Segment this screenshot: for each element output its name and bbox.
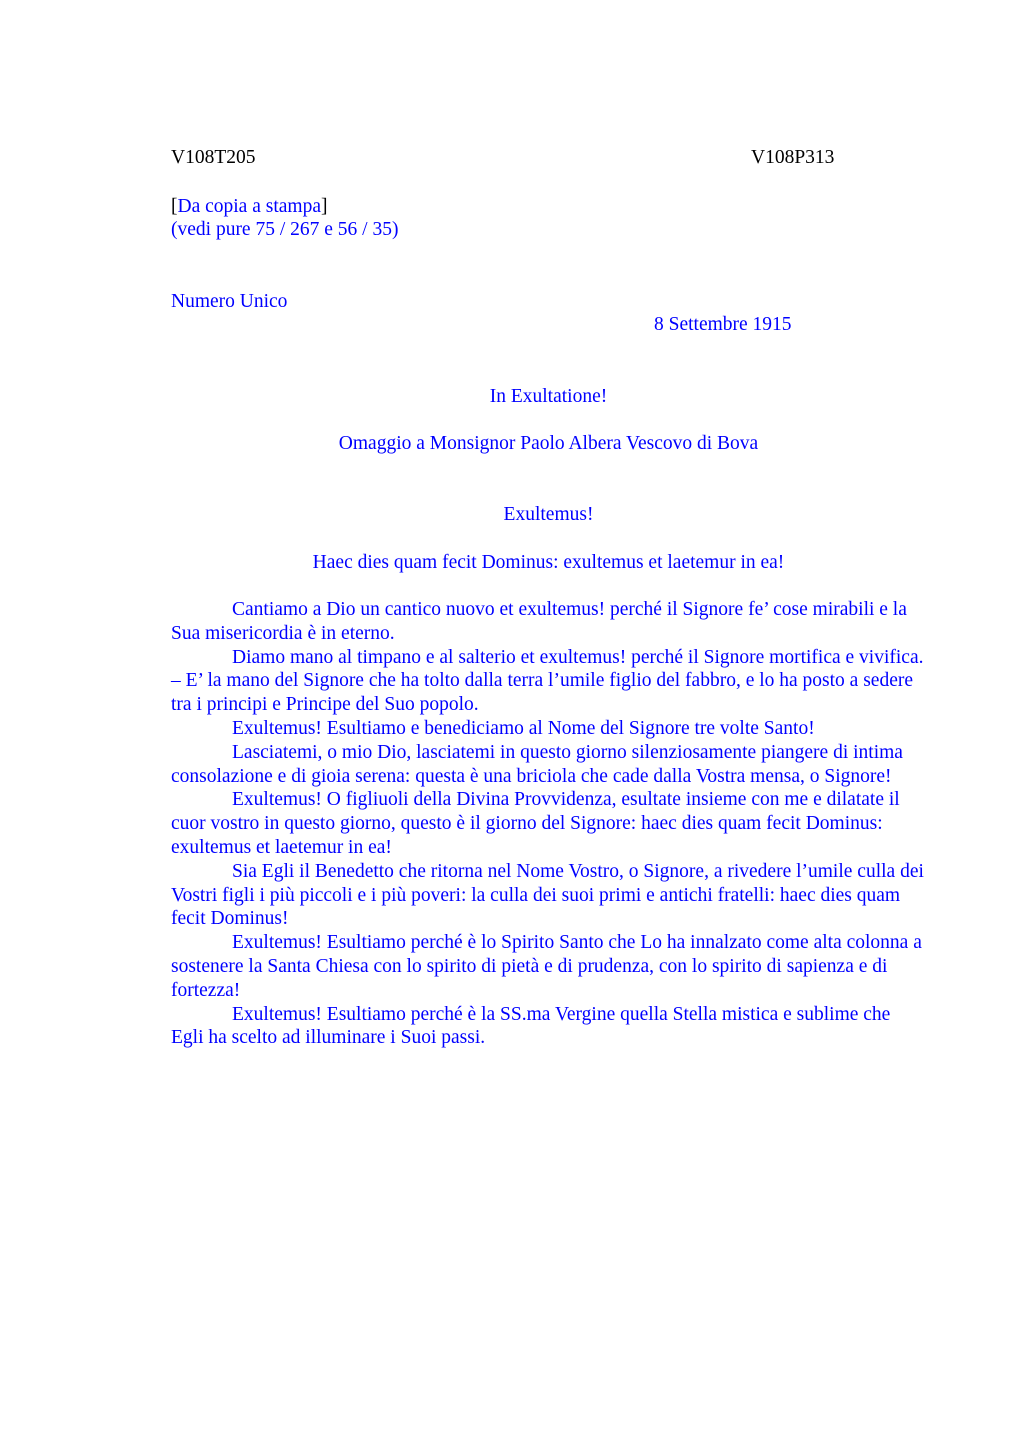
see-also-note: (vedi pure 75 / 267 e 56 / 35)	[171, 219, 399, 240]
psalm-verse: Haec dies quam fecit Dominus: exultemus et laetemur in ea!	[312, 552, 785, 573]
paragraph: Sia Egli il Benedetto che ritorna nel Nome Vostro, o Signore, a rivedere l’umile culla dei Vostri figli i più piccoli e i più poveri: la culla dei suoi primi e antichi fratelli: haec dies quam fecit Dominus!	[171, 860, 924, 930]
document-code-left: V108T205	[171, 147, 256, 168]
paragraph: Exultemus! O figliuoli della Divina Provvidenza, esultate insieme con me e dilatate il cuor vostro in questo giorno, questo è il giorno del Signore: haec dies quam fecit Dominus: exultemus et laetemur in ea!	[171, 789, 900, 858]
source-label: Da copia a stampa	[177, 196, 321, 217]
source-note	[171, 195, 327, 219]
dedication: Omaggio a Monsignor Paolo Albera Vescovo di Bova	[338, 433, 759, 454]
paragraph: Exultemus! Esultiamo e benediciamo al Nome del Signore tre volte Santo!	[232, 717, 815, 739]
document-title: In Exultatione!	[489, 386, 608, 407]
paragraph: Cantiamo a Dio un cantico nuovo et exultemus! perché il Signore fe’ cose mirabili e la Sua misericordia è in eterno.	[171, 599, 907, 644]
paragraph: Diamo mano al timpano e al salterio et exultemus! perché il Signore mortifica e vivifica. – E’ la mano del Signore che ha tolto dalla terra l’umile figlio del fabbro, e lo ha posto a sedere tra i principi e Principe del Suo popolo.	[171, 646, 924, 716]
source-open-bracket: [	[171, 196, 178, 217]
issue-date: 8 Settembre 1915	[654, 314, 792, 335]
body-text	[171, 598, 926, 1050]
source-close-bracket: ]	[320, 196, 328, 217]
exclamation-heading: Exultemus!	[503, 504, 594, 525]
paragraph: Exultemus! Esultiamo perché è lo Spirito Santo che Lo ha innalzato come alta colonna a sostenere la Santa Chiesa con lo spirito di pietà e di prudenza, con lo spirito di sapienza e di fortezza!	[171, 932, 922, 1001]
document-code-right: V108P313	[751, 147, 835, 168]
paragraph: Exultemus! Esultiamo perché è la SS.ma Vergine quella Stella mistica e sublime che Egli ha scelto ad illuminare i Suoi passi.	[171, 1003, 891, 1049]
issue-title: Numero Unico	[171, 291, 288, 312]
paragraph: Lasciatemi, o mio Dio, lasciatemi in questo giorno silenziosamente piangere di intima consolazione e di gioia serena: questa è una briciola che cade dalla Vostra mensa, o Signore!	[171, 741, 903, 787]
